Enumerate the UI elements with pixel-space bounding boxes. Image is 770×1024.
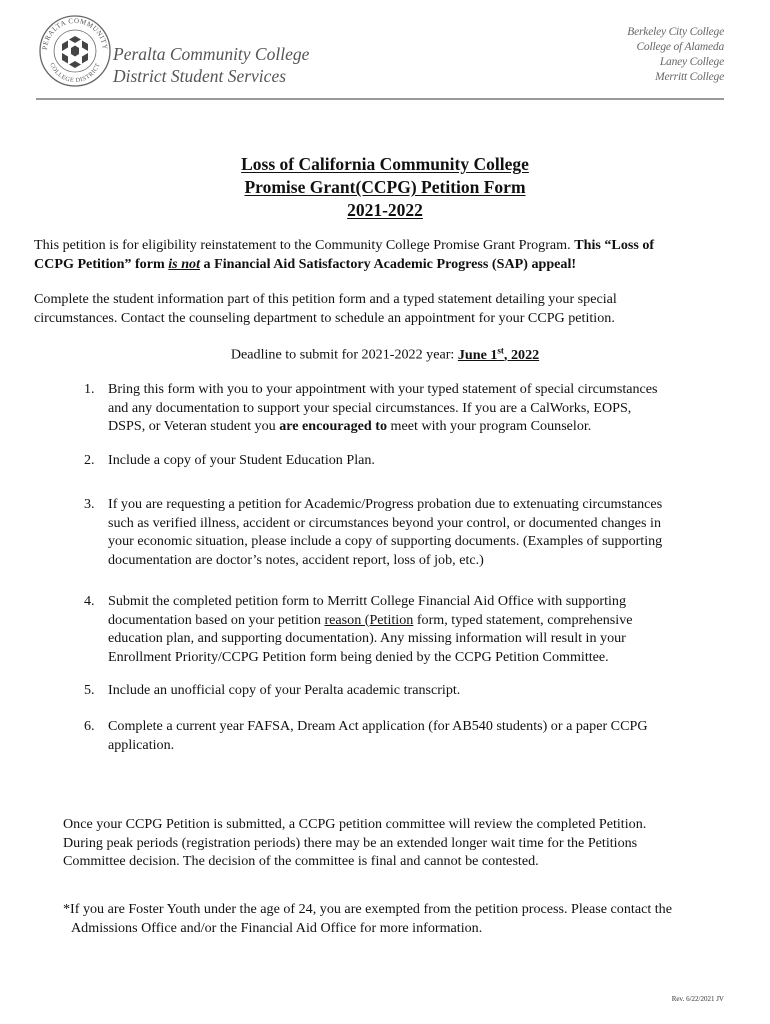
intro-text: This petition is for eligibility reinstatement to the Community College Promise Grant Program. <box>34 237 571 253</box>
peralta-district-logo <box>38 14 112 88</box>
svg-text:PERALTA COMMUNITY <box>41 17 109 50</box>
list-item: Bring this form with you to your appointment with your typed statement of special circumstances and any documentation to support your special circumstances. If you are a CalWorks, EOPS, DSPS, or Veteran student you are encouraged to meet with your program Counselor. <box>108 381 658 434</box>
list-item-number: 4. <box>84 593 95 609</box>
list-item: Submit the completed petition form to Merritt College Financial Aid Office with supporting documentation based on your petition reason (Petition form, typed statement, comprehensive education plan, and supporting documentation). Any missing information will result in your Enrollment Priority/CCPG Petition form being denied by the CCPG Petition Committee. <box>108 593 633 665</box>
foster-youth-note: *If you are Foster Youth under the age of 24, you are exempted from the petition process. Please contact the Admissions Office and/or the Financial Aid Office for more information. <box>63 901 672 936</box>
logo-ring-text-bottom: COLLEGE DISTRICT <box>48 61 102 85</box>
intro-bold-text: a Financial Aid Satisfactory Academic Progress (SAP) appeal! <box>203 255 577 272</box>
closing-paragraph: Once your CCPG Petition is submitted, a CCPG petition committee will review the completed Petition. During peak periods (registration periods) there may be an extended longer wait time for the Petitions Committee decision. The decision of the committee is final and cannot be contested. <box>63 816 647 869</box>
college-name: Berkeley City College <box>627 26 724 38</box>
form-title-year: 2021-2022 <box>347 200 423 220</box>
list-item: Include an unofficial copy of your Peralta academic transcript. <box>108 682 461 698</box>
list-item: Include a copy of your Student Education Plan. <box>108 452 375 468</box>
intro-emphasis: is not <box>168 255 200 272</box>
college-name: College of Alameda <box>636 41 724 53</box>
instructions-line-1: Complete the student information part of this petition form and a typed statement detailing your special <box>34 291 617 307</box>
list-item-number: 2. <box>84 452 95 468</box>
revision-note: Rev. 6/22/2021 JV <box>671 995 724 1003</box>
list-item-number: 6. <box>84 718 95 734</box>
instructions-paragraph <box>34 290 617 327</box>
college-name: Laney College <box>659 56 724 68</box>
form-title-line-2: Promise Grant(CCPG) Petition Form <box>244 177 526 197</box>
list-item-number: 5. <box>84 682 95 698</box>
college-name: Merritt College <box>655 71 724 83</box>
deadline-label: Deadline to submit for 2021-2022 year: <box>230 346 455 363</box>
list-item: If you are requesting a petition for Academic/Progress probation due to extenuating circumstances such as verified illness, accident or circumstances beyond your control, or documented changes in your economic situation, please include a copy of supporting documents. (Examples of supporting documentation are doctor’s notes, accident report, loss of job, etc.) <box>108 496 663 568</box>
intro-bold-text: This “Loss of <box>574 237 655 253</box>
district-name-line-2: District Student Services <box>113 66 287 86</box>
form-title-line-1: Loss of California Community College <box>241 154 529 174</box>
district-name-line-1: Peralta Community College <box>113 44 310 64</box>
list-item: Complete a current year FAFSA, Dream Act application (for AB540 students) or a paper CCPG application. <box>108 718 648 753</box>
deadline <box>0 345 770 364</box>
header-divider <box>36 98 724 100</box>
logo-ring-text-top: PERALTA COMMUNITY <box>40 16 110 51</box>
list-item-number: 3. <box>84 496 95 512</box>
deadline-date: June 1st, 2022 <box>457 345 540 363</box>
instructions-line-2: circumstances. Contact the counseling department to schedule an appointment for your CCPG petition. <box>34 309 615 326</box>
list-item-number: 1. <box>84 381 95 397</box>
intro-bold-text: CCPG Petition” form <box>34 255 165 272</box>
intro-paragraph <box>34 236 654 273</box>
